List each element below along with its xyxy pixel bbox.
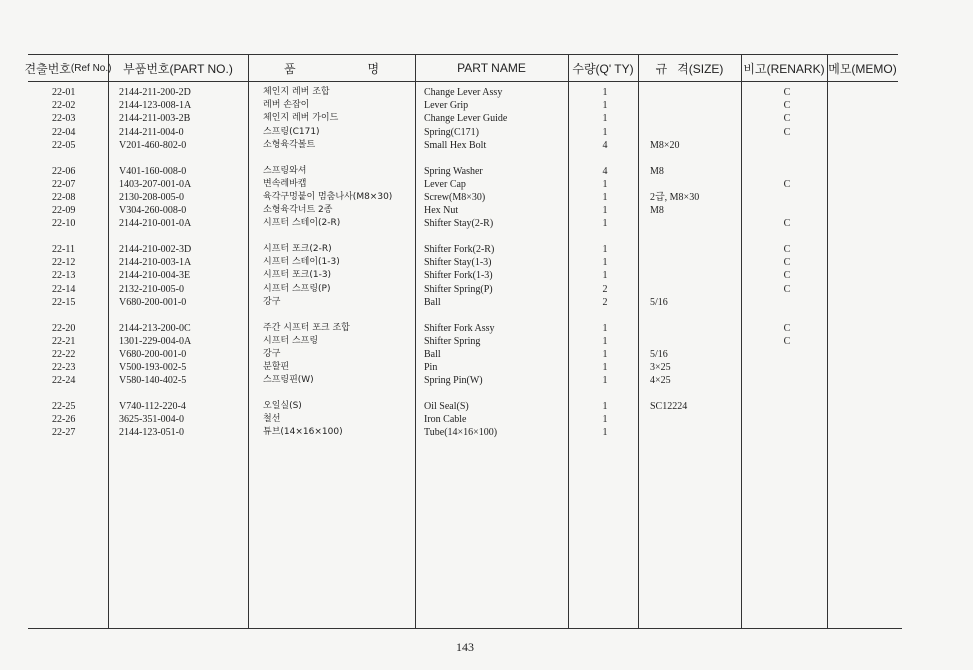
cell-ref-no: 22-26 [52,414,76,426]
cell-ref-no: 22-07 [52,178,76,190]
cell-part-no: 2130-208-005-0 [119,191,184,203]
cell-quantity: 1 [602,270,608,282]
cell-part-no: 3625-351-004-0 [119,414,184,426]
cell-korean-name: 강구 [263,348,281,359]
cell-size: M8 [650,165,664,177]
cell-part-no: 2144-213-200-0C [119,322,191,334]
cell-quantity: 1 [602,401,608,412]
cell-part-no: 2144-210-004-3E [119,270,191,282]
cell-ref-no: 22-11 [52,244,75,255]
table-row [0,178,973,191]
cell-part-no: 2144-123-051-0 [119,427,184,439]
cell-part-name: Change Lever Guide [424,113,508,125]
header-bottom-rule [28,81,898,82]
cell-part-no: 1301-229-004-0A [119,335,192,347]
cell-part-name: Screw(M8×30) [424,191,486,203]
cell-korean-name: 소형육각너트 2종 [263,205,333,216]
cell-remark: C [783,100,791,112]
cell-part-name: Pin [424,362,438,374]
cell-part-name: Shifter Fork Assy [424,322,495,334]
cell-part-no: V401-160-008-0 [119,165,187,177]
cell-quantity: 1 [602,205,608,217]
table-row [0,191,973,204]
cell-ref-no: 22-13 [52,270,76,282]
header-part-name: PART NAME [457,61,526,75]
cell-part-no: 1403-207-001-0A [119,178,192,190]
cell-part-name: Spring Washer [424,165,483,177]
cell-korean-name: 체인지 레버 가이드 [263,113,339,124]
table-row [0,374,973,387]
cell-size: 5/16 [650,348,668,360]
table-row [0,99,973,112]
header-qty: 수량(Q' TY) [572,61,634,76]
cell-quantity: 1 [602,335,608,347]
cell-remark: C [783,244,791,255]
table-row [0,256,973,269]
cell-korean-name: 오일실(S) [263,401,302,411]
table-row [0,165,973,178]
cell-ref-no: 22-04 [52,126,76,138]
cell-korean-name: 스프링(C171) [263,126,320,137]
header-kr-a: 품 [283,61,296,76]
cell-part-name: Lever Cap [424,178,466,190]
cell-quantity: 2 [602,283,608,295]
cell-ref-no: 22-14 [52,283,76,295]
cell-korean-name: 시프터 포크(1-3) [263,270,332,281]
cell-part-name: Ball [424,348,441,360]
cell-quantity: 2 [602,296,608,308]
cell-part-no: 2144-123-008-1A [119,100,192,112]
cell-part-name: Ball [424,296,441,308]
table-row [0,269,973,282]
cell-quantity: 1 [602,191,608,203]
cell-part-no: 2144-211-200-2D [119,87,191,98]
cell-quantity: 1 [602,362,608,374]
cell-korean-name: 체인지 레버 조합 [263,87,330,97]
cell-quantity: 1 [602,414,608,426]
cell-korean-name: 시프터 스프링(P) [263,283,331,294]
cell-size: M8×20 [650,139,680,151]
cell-remark: C [783,322,791,334]
cell-korean-name: 시프터 포크(2-R) [263,244,332,254]
table-row [0,400,973,413]
cell-part-name: Shifter Spring [424,335,481,347]
cell-size: 2급, M8×30 [650,191,700,203]
cell-quantity: 1 [602,178,608,190]
cell-quantity: 4 [602,165,608,177]
cell-size: M8 [650,205,664,217]
table-row [0,204,973,217]
cell-part-no: V680-200-001-0 [119,296,187,308]
cell-part-name: Lever Grip [424,100,469,112]
table-row [0,112,973,125]
header-ref-main: 견출번호 [24,61,71,76]
cell-korean-name: 시프터 스프링 [263,335,319,346]
table-row [0,126,973,139]
table-row [0,217,973,230]
cell-part-no: 2144-210-002-3D [119,244,192,255]
cell-part-name: Hex Nut [424,205,459,217]
table-row [0,413,973,426]
cell-part-no: 2144-211-003-2B [119,113,191,125]
cell-korean-name: 스프링와셔 [263,165,307,176]
header-remark: 비고(RENARK) [743,61,825,76]
cell-ref-no: 22-27 [52,427,76,439]
cell-remark: C [783,126,791,138]
cell-part-name: Change Lever Assy [424,87,503,98]
cell-ref-no: 22-06 [52,165,76,177]
cell-size: 3×25 [650,362,671,374]
header-memo: 메모(MEMO) [828,61,897,76]
header-ref-no [24,56,112,80]
cell-korean-name: 스프링핀(W) [263,375,314,386]
cell-ref-no: 22-24 [52,375,76,387]
cell-remark: C [783,270,791,282]
table-bottom-rule [28,628,902,629]
cell-ref-no: 22-02 [52,100,76,112]
cell-part-name: Shifter Spring(P) [424,283,493,295]
cell-korean-name: 레버 손잡이 [263,100,310,111]
header-part-no: 부품번호(PART NO.) [123,61,233,76]
cell-remark: C [783,257,791,269]
table-row [0,335,973,348]
cell-part-no: 2144-210-003-1A [119,257,192,269]
cell-part-name: Oil Seal(S) [424,401,469,412]
table-row [0,296,973,309]
cell-ref-no: 22-03 [52,113,76,125]
cell-part-name: Spring(C171) [424,126,479,138]
cell-part-name: Shifter Fork(2-R) [424,244,495,255]
cell-korean-name: 소형육각볼트 [263,139,316,150]
table-row [0,322,973,335]
cell-ref-no: 22-12 [52,257,76,269]
cell-korean-name: 주간 시프터 포크 조합 [263,322,350,333]
cell-part-name: Shifter Fork(1-3) [424,270,493,282]
cell-quantity: 1 [602,100,608,112]
table-row [0,348,973,361]
cell-part-no: V740-112-220-4 [119,401,186,412]
table-top-rule [28,54,898,55]
cell-size: 5/16 [650,296,668,308]
cell-part-name: Shifter Stay(2-R) [424,218,494,230]
cell-part-no: V680-200-001-0 [119,348,187,360]
cell-quantity: 1 [602,87,608,98]
cell-part-no: V580-140-402-5 [119,375,187,387]
cell-part-name: Small Hex Bolt [424,139,487,151]
table-row [0,426,973,439]
cell-ref-no: 22-21 [52,335,76,347]
cell-quantity: 1 [602,113,608,125]
cell-part-no: 2144-211-004-0 [119,126,184,138]
cell-korean-name: 분할핀 [263,362,290,373]
header-size: 규 격(SIZE) [655,61,724,76]
cell-part-no: V304-260-008-0 [119,205,187,217]
cell-korean-name: 시프터 스테이(2-R) [263,218,341,229]
cell-quantity: 1 [602,427,608,439]
cell-korean-name: 시프터 스테이(1-3) [263,257,340,268]
cell-part-name: Spring Pin(W) [424,375,483,387]
cell-part-name: Shifter Stay(1-3) [424,257,492,269]
cell-ref-no: 22-22 [52,348,76,360]
cell-quantity: 1 [602,375,608,387]
cell-remark: C [783,178,791,190]
cell-quantity: 1 [602,218,608,230]
cell-quantity: 1 [602,126,608,138]
table-row [0,139,973,152]
cell-size: 4×25 [650,375,671,387]
cell-korean-name: 철선 [263,414,281,425]
cell-ref-no: 22-23 [52,362,76,374]
cell-ref-no: 22-01 [52,87,76,98]
cell-part-no: V500-193-002-5 [119,362,187,374]
cell-quantity: 1 [602,257,608,269]
cell-part-no: 2132-210-005-0 [119,283,184,295]
table-row [0,283,973,296]
table-row [0,361,973,374]
cell-korean-name: 육각구멍붙이 멈춤나사(M8×30) [263,191,393,202]
cell-remark: C [783,335,791,347]
cell-part-no: V201-460-802-0 [119,139,187,151]
cell-remark: C [783,283,791,295]
cell-ref-no: 22-10 [52,218,76,230]
cell-ref-no: 22-05 [52,139,76,151]
cell-ref-no: 22-15 [52,296,76,308]
cell-ref-no: 22-20 [52,322,76,334]
cell-ref-no: 22-25 [52,401,76,412]
cell-quantity: 1 [602,322,608,334]
cell-quantity: 1 [602,348,608,360]
page-number: 143 [456,640,474,654]
cell-korean-name: 강구 [263,296,281,307]
header-korean-name [248,56,415,80]
header-ref-sub: (Ref No.) [70,62,112,74]
cell-korean-name: 변속레바캡 [263,178,307,189]
header-kr-b: 명 [367,61,380,76]
cell-part-name: Iron Cable [424,414,467,426]
cell-remark: C [783,113,791,125]
cell-quantity: 1 [602,244,608,255]
cell-quantity: 4 [602,139,608,151]
cell-ref-no: 22-09 [52,205,76,217]
cell-remark: C [783,87,791,98]
cell-remark: C [783,218,791,230]
cell-part-no: 2144-210-001-0A [119,218,192,230]
table-row [0,243,973,256]
cell-ref-no: 22-08 [52,191,76,203]
cell-korean-name: 튜브(14×16×100) [263,427,343,438]
cell-part-name: Tube(14×16×100) [424,427,498,439]
cell-size: SC12224 [650,401,688,412]
table-row [0,86,973,99]
